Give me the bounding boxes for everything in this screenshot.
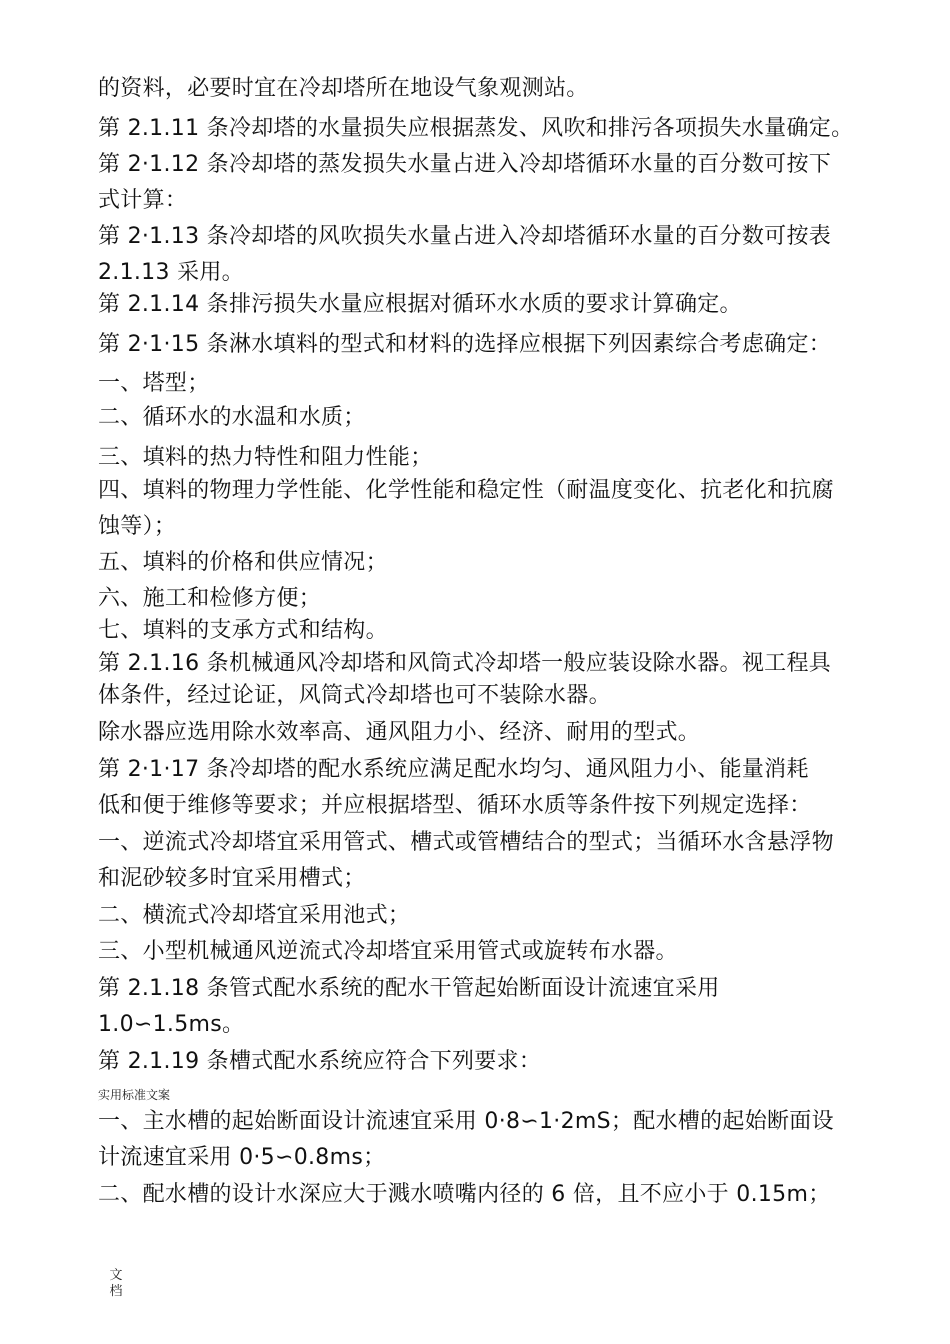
text-line: 2.1.13 采用。 — [98, 260, 244, 285]
text-line: 式计算： — [98, 188, 188, 213]
text-line: 五、填料的价格和供应情况； — [98, 550, 388, 575]
text-line: 一、塔型； — [98, 371, 210, 396]
text-line: 第 2.1.19 条槽式配水系统应符合下列要求： — [98, 1049, 542, 1074]
text-line: 二、循环水的水温和水质； — [98, 405, 366, 430]
text-line: 第 2.1.16 条机械通风冷却塔和风筒式冷却塔一般应装设除水器。视工程具 — [98, 651, 832, 676]
text-line: 和泥砂较多时宜采用槽式； — [98, 866, 366, 891]
text-line: 的资料，必要时宜在冷却塔所在地设气象观测站。 — [98, 76, 589, 101]
text-line: 一、逆流式冷却塔宜采用管式、槽式或管槽结合的型式；当循环水含悬浮物 — [98, 830, 834, 855]
text-line: 三、小型机械通风逆流式冷却塔宜采用管式或旋转布水器。 — [98, 939, 678, 964]
text-line: 四、填料的物理力学性能、化学性能和稳定性（耐温度变化、抗老化和抗腐 — [98, 478, 834, 503]
text-line: 蚀等）； — [98, 514, 177, 539]
text-line: 第 2·1·15 条淋水填料的型式和材料的选择应根据下列因素综合考虑确定： — [98, 332, 832, 357]
text-line: 体条件，经过论证，风筒式冷却塔也可不装除水器。 — [98, 683, 611, 708]
text-line: 第 2·1.13 条冷却塔的风吹损失水量占进入冷却塔循环水量的百分数可按表 — [98, 224, 832, 249]
text-line: 三、填料的热力特性和阻力性能； — [98, 445, 433, 470]
text-line: 七、填料的支承方式和结构。 — [98, 618, 388, 643]
text-line: 低和便于维修等要求；并应根据塔型、循环水质等条件按下列规定选择： — [98, 793, 812, 818]
text-line: 除水器应选用除水效率高、通风阻力小、经济、耐用的型式。 — [98, 720, 701, 745]
footer-char: 文 — [109, 1268, 123, 1283]
text-line: 第 2.1.14 条排污损失水量应根据对循环水水质的要求计算确定。 — [98, 292, 742, 317]
text-line: 第 2.1.18 条管式配水系统的配水干管起始断面设计流速宜采用 — [98, 976, 720, 1001]
text-line: 第 2.1.11 条冷却塔的水量损失应根据蒸发、风吹和排污各项损失水量确定。 — [98, 116, 854, 141]
header-note: 实用标准文案 — [98, 1088, 171, 1102]
text-line: 第 2·1.12 条冷却塔的蒸发损失水量占进入冷却塔循环水量的百分数可按下 — [98, 152, 832, 177]
footer-char: 档 — [109, 1284, 123, 1299]
text-line: 二、配水槽的设计水深应大于溅水喷嘴内径的 6 倍，且不应小于 0.15m； — [98, 1182, 831, 1207]
text-line: 计流速宜采用 0·5∽0.8ms； — [98, 1145, 386, 1170]
text-line: 六、施工和检修方便； — [98, 586, 322, 611]
text-line: 二、横流式冷却塔宜采用池式； — [98, 903, 411, 928]
text-line: 第 2·1·17 条冷却塔的配水系统应满足配水均匀、通风阻力小、能量消耗 — [98, 757, 809, 782]
text-line: 1.0∽1.5ms。 — [98, 1012, 245, 1037]
text-line: 一、主水槽的起始断面设计流速宜采用 0·8∽1·2mS；配水槽的起始断面设 — [98, 1109, 834, 1134]
